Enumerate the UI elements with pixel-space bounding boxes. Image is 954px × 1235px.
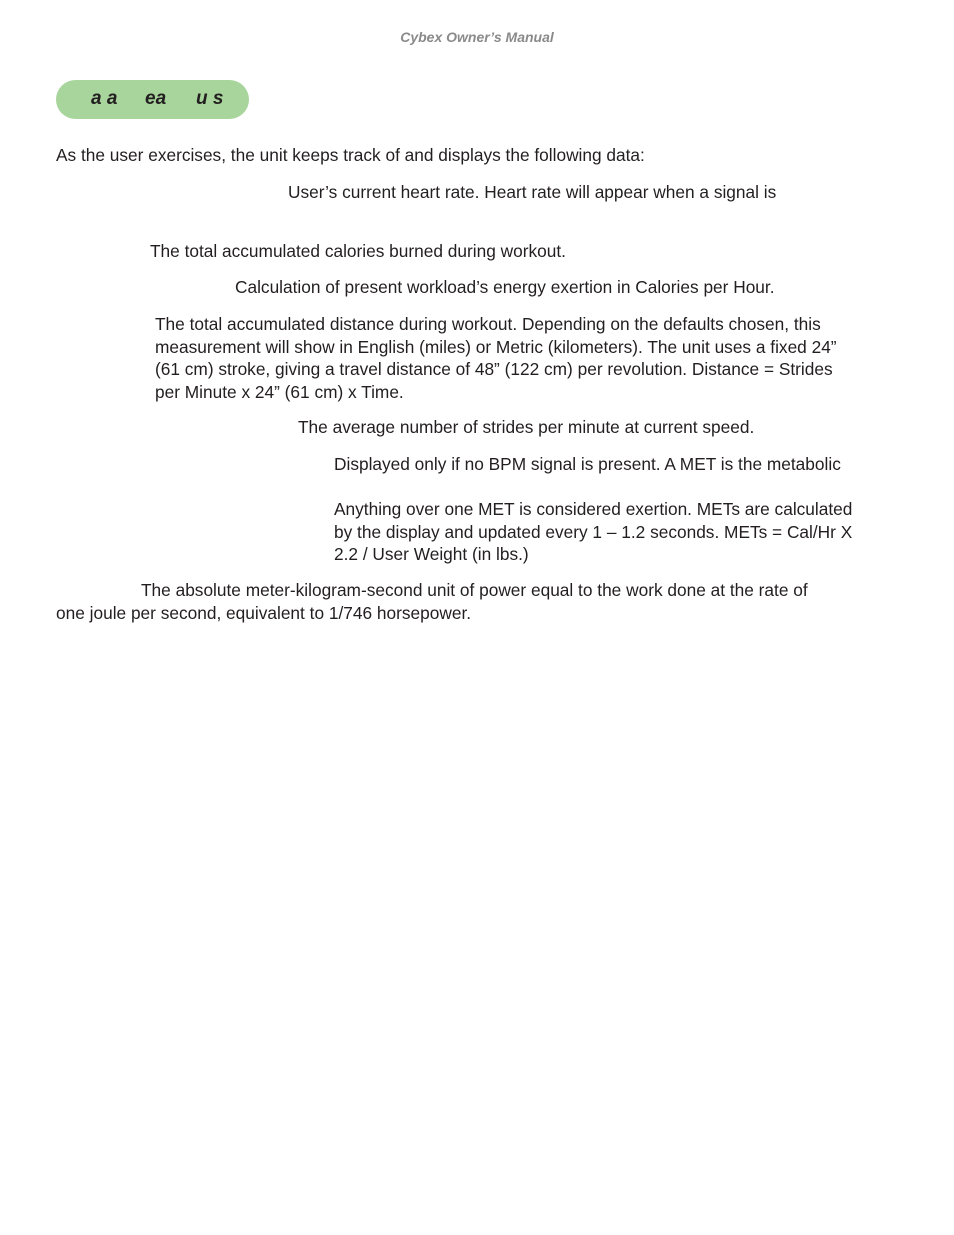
text-line: one joule per second, equivalent to 1/746 horsepower. — [56, 602, 472, 623]
text-line: User’s current heart rate. Heart rate will appear when a signal is — [288, 182, 777, 202]
text-line: by the display and updated every 1 – 1.2 seconds. METs = Cal/Hr X — [334, 521, 853, 542]
mets-description-detail — [334, 498, 852, 566]
text-line: measurement will show in English (miles) or Metric (kilometers). The unit uses a fixed 24” — [155, 336, 837, 357]
calories-description — [150, 240, 566, 263]
section-heading-fragment: ea — [145, 88, 167, 109]
mets-description-intro — [334, 453, 841, 476]
text-line: The average number of strides per minute at current speed. — [298, 417, 755, 437]
watts-description — [56, 579, 808, 624]
text-line: Calculation of present workload’s energy exertion in Calories per Hour. — [235, 277, 775, 297]
intro-paragraph: As the user exercises, the unit keeps track of and displays the following data: — [56, 145, 645, 165]
distance-description — [155, 313, 837, 403]
text-line: (61 cm) stroke, giving a travel distance of 48” (122 cm) per revolution. Distance = Strides — [155, 359, 833, 379]
calories-per-hour-description — [235, 276, 775, 299]
text-line: The absolute meter-kilogram-second unit of power equal to the work done at the rate of — [141, 580, 808, 600]
text-line: per Minute x 24” (61 cm) x Time. — [155, 381, 404, 402]
section-heading-fragment: a a — [91, 88, 118, 109]
page-header-title: Cybex Owner’s Manual — [400, 29, 554, 45]
text-line: Displayed only if no BPM signal is present. A MET is the metabolic — [334, 454, 841, 474]
text-line: Anything over one MET is considered exertion. METs are calculated — [334, 499, 853, 519]
text-line: The total accumulated calories burned during workout. — [150, 241, 566, 261]
text-line: The total accumulated distance during workout. Depending on the defaults chosen, this — [155, 314, 821, 334]
text-line: 2.2 / User Weight (in lbs.) — [334, 544, 529, 564]
section-heading-badge — [56, 80, 249, 119]
heart-rate-description — [288, 181, 776, 204]
strides-description — [298, 416, 754, 439]
section-heading-fragment: u s — [196, 88, 224, 109]
